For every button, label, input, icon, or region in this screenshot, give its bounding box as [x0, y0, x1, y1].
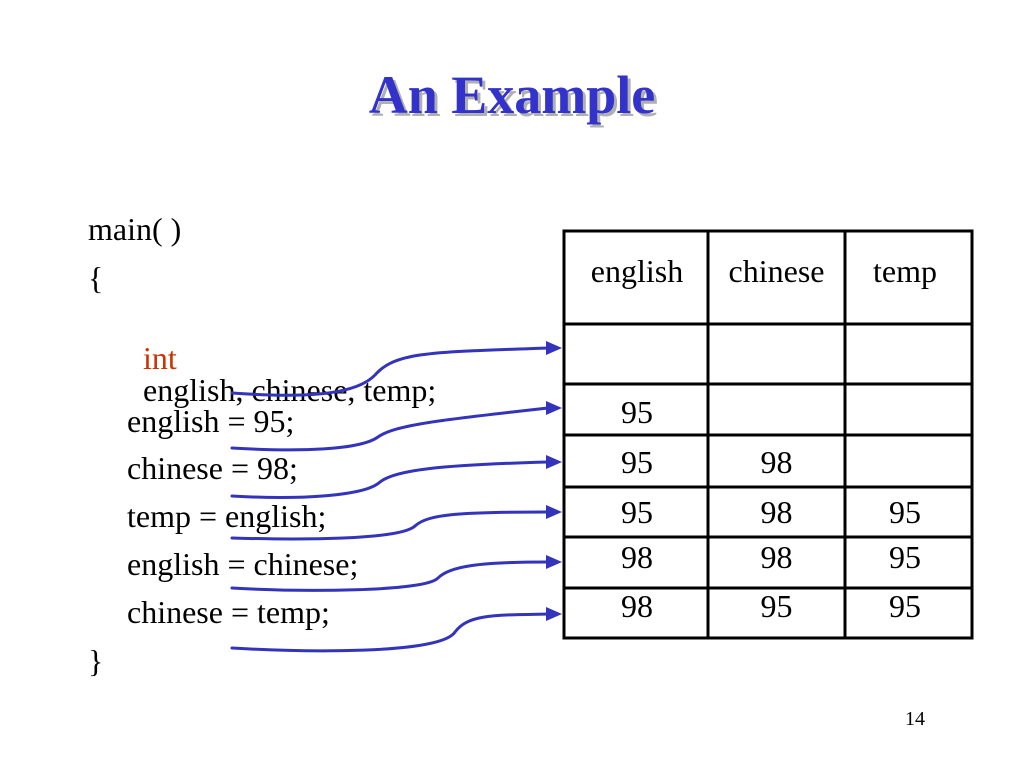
- code-keyword-int: int: [143, 340, 177, 376]
- arrowhead-icon: [546, 505, 562, 519]
- code-line-open-brace: {: [88, 260, 104, 296]
- code-line-assign-english: english = 95;: [127, 403, 295, 439]
- arrow-temp-to-row: [232, 512, 548, 539]
- arrow-english-swap-to-row: [232, 562, 548, 590]
- table-header-temp: temp: [873, 253, 937, 289]
- table-cell: 95: [621, 444, 653, 480]
- code-line-chinese-from-temp: chinese = temp;: [127, 594, 330, 630]
- code-line-assign-chinese: chinese = 98;: [127, 450, 298, 486]
- arrowhead-icon: [546, 341, 562, 355]
- table-cell: 95: [889, 494, 921, 530]
- page-number: 14: [905, 708, 925, 730]
- table-cell: 98: [621, 539, 653, 575]
- arrowheads: [546, 341, 562, 621]
- arrowhead-icon: [546, 455, 562, 469]
- table-cell: 98: [621, 588, 653, 624]
- code-line-english-from-chinese: english = chinese;: [127, 546, 359, 582]
- code-line-close-brace: }: [88, 643, 104, 679]
- table-cell: 95: [621, 494, 653, 530]
- slide-title: An Example: [368, 65, 656, 125]
- table-cell: 98: [760, 539, 793, 575]
- arrow-chinese-to-row: [232, 462, 548, 497]
- table-header-english: english: [590, 253, 684, 289]
- code-line-main: main( ): [88, 211, 182, 247]
- arrowhead-icon: [546, 607, 562, 621]
- code-declaration-vars: english, chinese, temp;: [143, 372, 437, 408]
- arrow-chinese-swap-to-row: [232, 614, 548, 651]
- code-line-assign-temp: temp = english;: [127, 498, 327, 534]
- table-cell: 95: [889, 588, 921, 624]
- table-cell: 95: [621, 394, 653, 430]
- table-cell: 95: [760, 588, 793, 624]
- table-cell: 95: [889, 539, 921, 575]
- arrow-english-to-row: [232, 408, 548, 450]
- table-header-chinese: chinese: [728, 253, 825, 289]
- table-cell: 98: [760, 444, 793, 480]
- arrowhead-icon: [546, 555, 562, 569]
- arrow-declaration-to-empty-row: [232, 348, 548, 395]
- arrowhead-icon: [546, 401, 562, 415]
- arrows: [232, 348, 548, 651]
- table-cell: 98: [760, 494, 793, 530]
